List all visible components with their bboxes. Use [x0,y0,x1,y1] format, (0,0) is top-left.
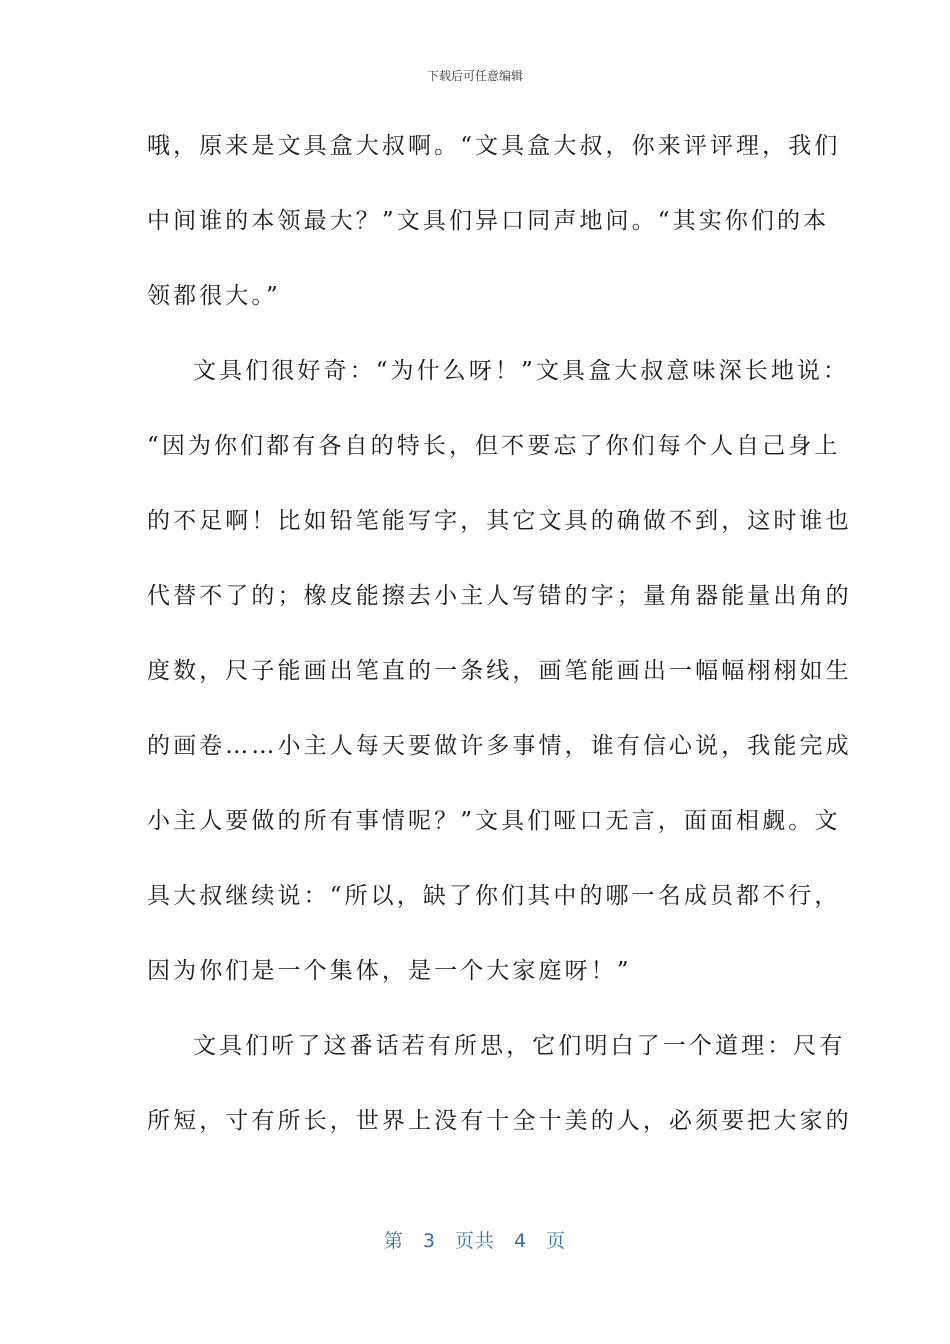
document-body [147,126,852,1176]
text-line: 度数，尺子能画出笔直的一条线，画笔能画出一幅幅栩栩如生 [147,658,852,684]
text-line-paragraph-start: 文具们很好奇：“为什么呀！”文具盒大叔意味深长地说： [193,358,850,384]
text-line: 中间谁的本领最大？”文具们异口同声地问。“其实你们的本 [147,208,830,234]
text-line: “因为你们都有各自的特长，但不要忘了你们每个人自己身上 [147,433,841,459]
text-line-paragraph-start: 文具们听了这番话若有所思，它们明白了一个道理：尺有 [193,1033,846,1059]
text-line: 因为你们是一个集体，是一个大家庭呀！” [147,958,632,984]
text-line: 领都很大。” [147,283,281,309]
text-line: 的不足啊！比如铅笔能写字，其它文具的确做不到，这时谁也 [147,508,852,534]
page-number-footer: 第 3 页共 4 页 [383,1230,567,1252]
text-line: 哦，原来是文具盒大叔啊。“文具盒大叔，你来评评理，我们 [147,133,841,159]
text-line: 代替不了的；橡皮能擦去小主人写错的字；量角器能量出角的 [147,583,852,609]
text-line: 所短，寸有所长，世界上没有十全十美的人，必须要把大家的 [147,1108,852,1134]
text-line: 小主人要做的所有事情呢？”文具们哑口无言，面面相觑。文 [147,808,841,834]
text-line: 具大叔继续说：“所以，缺了你们其中的哪一名成员都不行， [147,883,841,909]
text-line: 的画卷……小主人每天要做许多事情，谁有信心说，我能完成 [147,733,852,759]
page-header: 下载后可任意编辑 [426,69,523,83]
